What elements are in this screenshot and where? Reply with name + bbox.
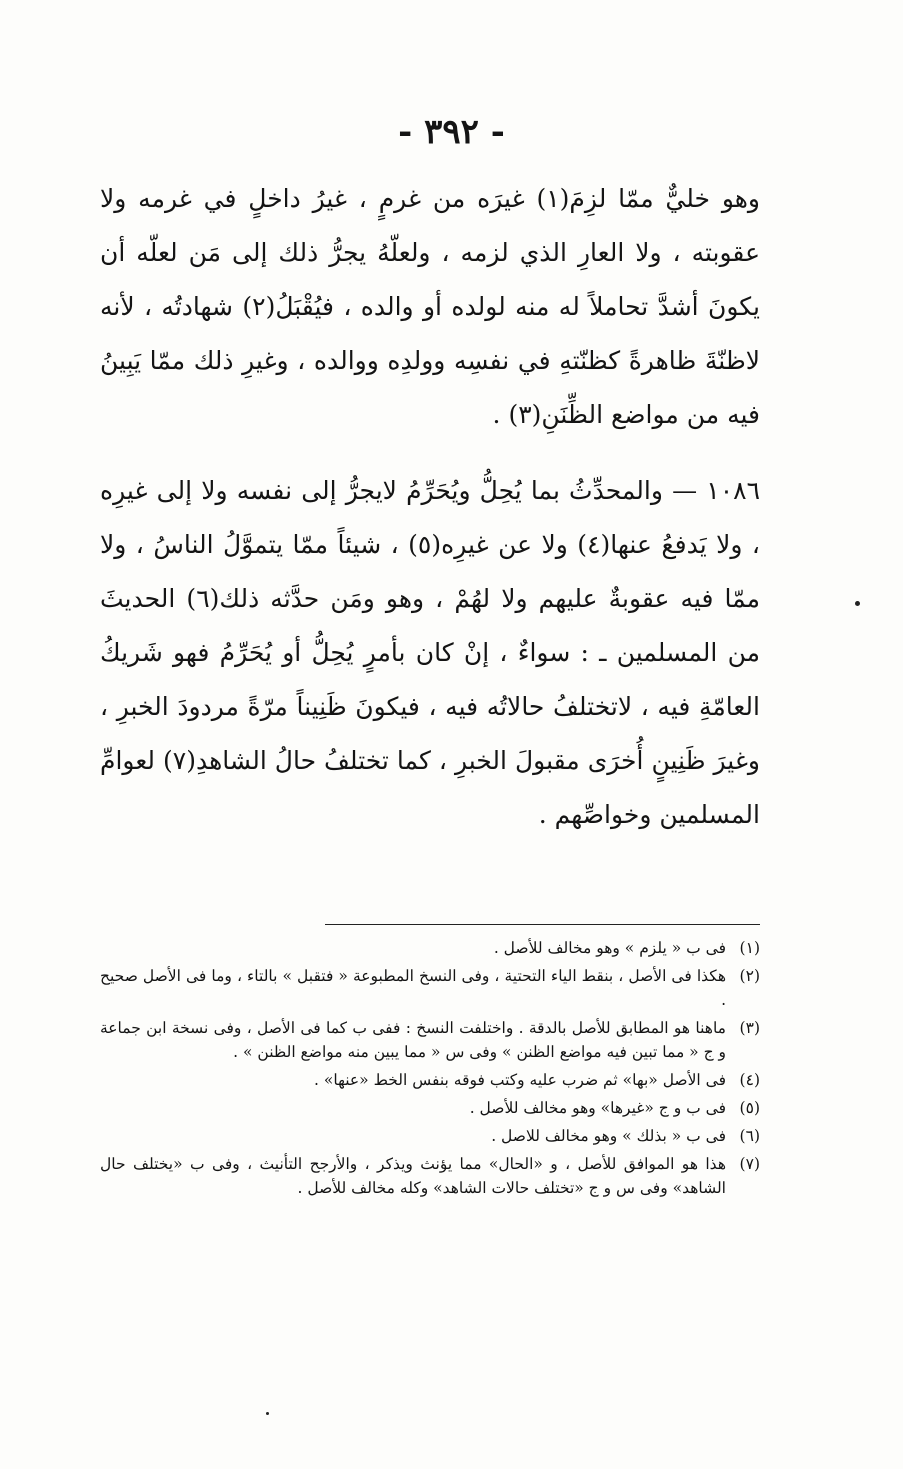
footnote-text: فى الأصل «بها» ثم ضرب عليه وكتب فوقه بنفس الخط «عنها» . [314,1071,726,1089]
footnote-text: فى ب « يلزم » وهو مخالف للأصل . [493,939,726,957]
paragraph-2: ١٠٨٦ — والمحدِّثُ بما يُحِلُّ ويُحَرِّمُ لايجرُّ إلى نفسه ولا إلى غيرِه ، ولا يَدفعُ عنها(٤) ولا عن غيرِه(٥) ، شيئاً ممّا يتموَّلُ الناسُ ، ولا ممّا فيه عقوبةٌ عليهم ولا لهُمْ ، وهو ومَن حدَّثه ذلك(٦) الحديثَ من المسلمين ـ : سواءٌ ، إنْ كان بأمرٍ يُحِلُّ أو يُحَرِّمُ فهو شَريكُ العامّةِ فيه ، لاتختلفُ حالاتُه فيه ، فيكونَ ظَنِيناً مرّةً مردودَ الخبرِ ، وغيرَ ظَنِينٍ أُخرَى مقبولَ الخبرِ ، كما تختلفُ حالُ الشاهدِ(٧) لعوامِّ المسلمين وخواصِّهم . [100,476,761,829]
footnote-number: (٢) [739,967,760,985]
footnote-separator [325,924,760,925]
footnote-number: (٤) [739,1071,760,1089]
stray-ink-dot [855,601,860,606]
footnote-text: فى ب « بذلك » وهو مخالف للاصل . [491,1127,726,1145]
footnote-7 [100,1152,760,1200]
footnote-text: ماهنا هو المطابق للأصل بالدقة . واختلفت النسخ : ففى ب كما فى الأصل ، وفى نسخة ابن جماعة و ج « مما تبين فيه مواضع الظنن » وفى س « مما يبين منه مواضع الظنن » . [100,1019,726,1061]
footnote-number: (٥) [739,1099,760,1117]
footnote-number: (١) [739,939,760,957]
footnote-number: (٦) [739,1127,760,1145]
main-text [100,172,760,842]
footnote-number: (٧) [739,1155,760,1173]
footnote-1 [100,936,760,960]
footnote-2 [100,964,760,1012]
stray-ink-dot [266,1412,269,1415]
footnote-6 [100,1124,760,1148]
footnote-5 [100,1096,760,1120]
footnote-text: فى ب و ج «غيرها» وهو مخالف للأصل . [469,1099,726,1117]
footnote-4 [100,1068,760,1092]
page-number: - ٣٩٢ - [398,112,505,152]
footnote-text: هذا هو الموافق للأصل ، و «الحال» مما يؤنث ويذكر ، والأرجح التأنيث ، وفى ب «يختلف حال الشاهد» وفى س و ج «تختلف حالات الشاهد» وكله مخالف للأصل . [100,1155,726,1197]
footnote-3 [100,1016,760,1064]
paragraph-1: وهو خليٌّ ممّا لزِمَ(١) غيرَه من غرمٍ ، غيرُ داخلٍ في غرمه ولا عقوبته ، ولا العارِ الذي لزمه ، ولعلّهُ يجرُّ ذلك إلى مَن لعلّه أن يكونَ أشدَّ تحاملاً له منه لولده أو والده ، فيُقْبَلُ(٢) شهادتُه ، لأنه لاظنّةَ ظاهرةً كظنّتهِ في نفسِه وولدِه ووالده ، وغيرِ ذلك ممّا يَبِينُ فيه من مواضع الظِّنَنِ(٣) . [100,184,761,429]
footnotes [100,936,760,1204]
footnote-number: (٣) [739,1019,760,1037]
footnote-text: هكذا فى الأصل ، بنقط الياء التحتية ، وفى النسخ المطبوعة « فتقبل » بالتاء ، وما فى الأصل صحيح . [100,967,726,1009]
